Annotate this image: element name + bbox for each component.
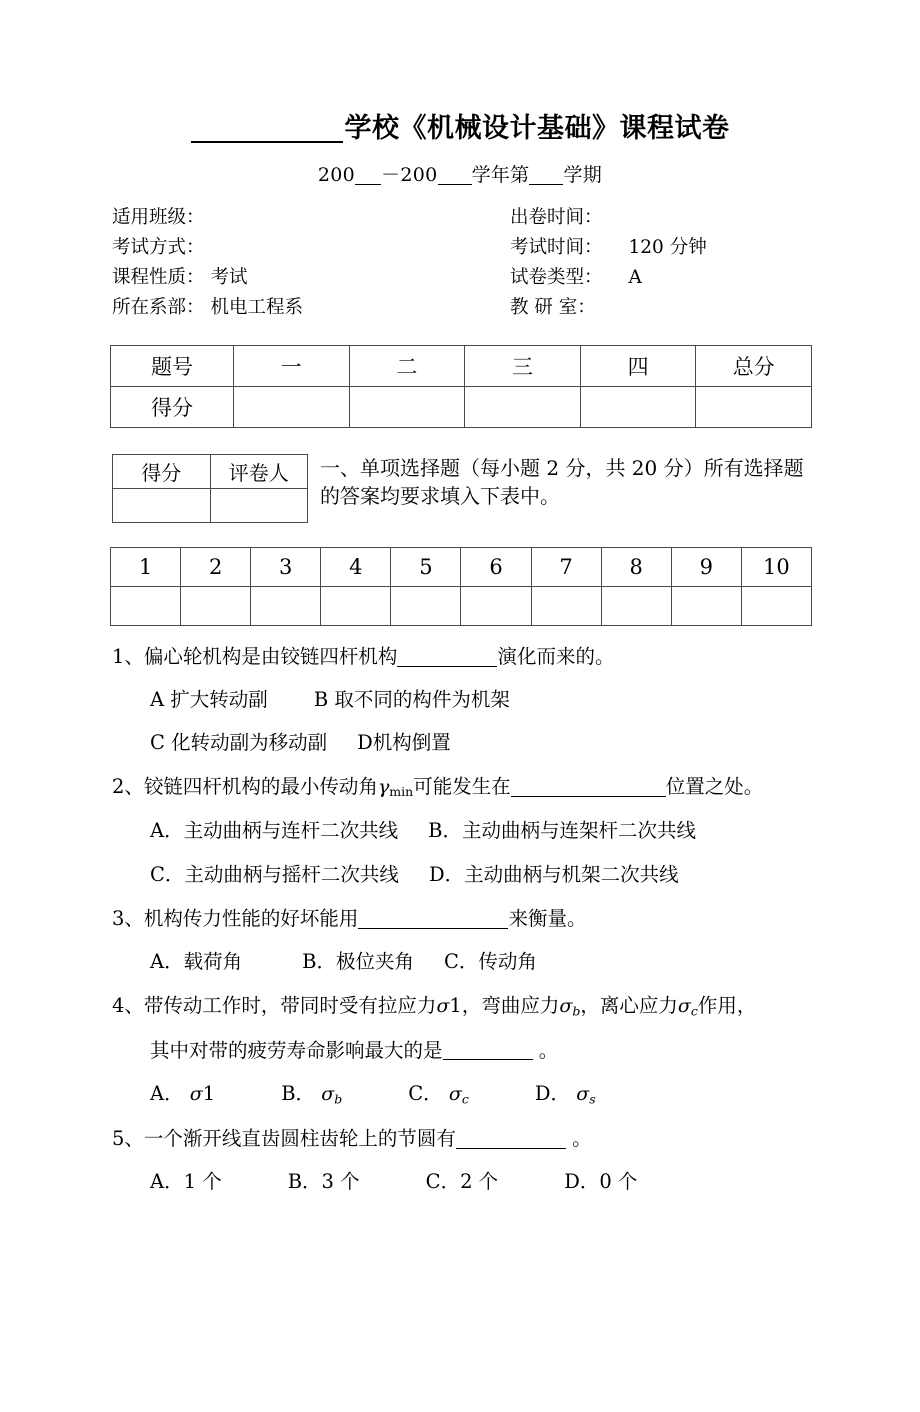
score-header-q1: 一 — [234, 345, 350, 386]
meta-label-class: 适用班级： — [112, 206, 205, 228]
question-4-cont-a: 其中对带的疲劳寿命影响最大的是 — [150, 1038, 443, 1062]
option-text: 3 个 — [321, 1170, 360, 1194]
question-5-stem — [112, 1124, 824, 1153]
option-letter: A — [150, 687, 165, 711]
term-suffix: 学期 — [563, 163, 603, 186]
question-4-blank[interactable] — [443, 1040, 533, 1060]
meta-value-department: 机电工程系 — [210, 296, 304, 318]
option-letter: A． — [150, 950, 184, 973]
question-3-stem — [112, 904, 824, 933]
sigma-subscript: b — [334, 1091, 343, 1107]
sigma-1-suffix: 1， — [449, 994, 482, 1018]
section-one-heading-line2: 的答案均要求填入下表中。 — [320, 484, 560, 509]
table-row — [113, 454, 308, 488]
table-row — [111, 586, 812, 625]
meta-value-paper-type: A — [628, 266, 642, 288]
score-cell-q3[interactable] — [465, 386, 581, 427]
question-1-option-a[interactable] — [150, 685, 268, 714]
gamma-symbol: γ — [377, 776, 390, 799]
question-1-stem — [112, 642, 824, 671]
grader-header-score: 得分 — [113, 454, 211, 488]
question-4-option-a[interactable] — [150, 1079, 215, 1109]
answer-number-1: 1 — [111, 547, 181, 586]
question-1-blank[interactable] — [397, 646, 497, 666]
question-2-option-b[interactable] — [428, 816, 696, 845]
option-letter: C — [150, 731, 165, 755]
school-name-blank — [191, 113, 343, 143]
question-4-stem-b: 弯曲应力 — [481, 994, 560, 1018]
meta-label-duration: 考试时间： — [510, 236, 603, 258]
question-3-option-b[interactable] — [302, 947, 414, 976]
section-one-header-block — [0, 454, 920, 523]
section-one-heading — [320, 454, 804, 511]
answer-number-8: 8 — [601, 547, 671, 586]
page-title-text: 学校《机械设计基础》课程试卷 — [344, 113, 730, 144]
answer-table-wrapper — [0, 547, 920, 626]
sigma-symbol: σ — [448, 1082, 462, 1105]
option-text: 化转动副为移动副 — [171, 731, 328, 755]
question-2-option-a[interactable] — [150, 816, 398, 845]
option-text: 主动曲柄与连杆二次共线 — [183, 819, 399, 843]
question-2-stem-a: 铰链四杆机构的最小传动角 — [143, 775, 378, 799]
option-letter: D． — [428, 862, 465, 886]
option-letter: A． — [150, 819, 184, 843]
question-3-blank[interactable] — [358, 909, 508, 929]
question-4-stem-a: 带传动工作时，带同时受有拉应力 — [143, 994, 437, 1018]
question-4-options-row-1 — [112, 1079, 824, 1109]
meta-row — [112, 263, 810, 293]
question-4 — [112, 991, 824, 1109]
grader-cell-score[interactable] — [113, 488, 211, 522]
option-text: 1 个 — [183, 1170, 222, 1194]
question-2-option-d[interactable] — [429, 860, 679, 889]
option-letter: B． — [281, 1081, 316, 1105]
score-table-wrapper — [0, 345, 920, 428]
option-text: 主动曲柄与机架二次共线 — [464, 862, 679, 886]
answer-number-2: 2 — [181, 547, 251, 586]
table-row — [111, 345, 812, 386]
meta-left-cell — [112, 233, 510, 263]
question-5-option-d[interactable] — [564, 1167, 637, 1196]
meta-right-cell — [510, 233, 810, 263]
option-letter: C． — [150, 862, 185, 886]
answer-cell-6[interactable] — [461, 586, 531, 625]
score-cell-q4[interactable] — [580, 386, 696, 427]
option-letter: C． — [443, 950, 479, 973]
meta-label-paper-type: 试卷类型： — [510, 266, 603, 288]
question-4-option-c[interactable] — [408, 1079, 469, 1109]
gamma-subscript: min — [389, 784, 414, 800]
answer-cell-10[interactable] — [741, 586, 811, 625]
question-1-number: 1、 — [112, 644, 144, 668]
answer-number-5: 5 — [391, 547, 461, 586]
answer-cell-7[interactable] — [531, 586, 601, 625]
question-2-options-row-1 — [112, 816, 824, 845]
question-4-cont-b: 。 — [538, 1038, 559, 1062]
option-text: 0 个 — [599, 1170, 638, 1194]
meta-right-cell — [510, 263, 810, 293]
score-row-label: 得分 — [111, 386, 234, 427]
score-header-q2: 二 — [349, 345, 465, 386]
question-4-stem-cont — [112, 1036, 824, 1065]
answer-cell-2[interactable] — [181, 586, 251, 625]
option-letter: A． — [150, 1170, 184, 1194]
question-4-number: 4、 — [112, 994, 144, 1018]
question-2-stem-c: 位置之处。 — [665, 775, 764, 799]
sigma-symbol: σ — [189, 1082, 203, 1105]
question-5-blank[interactable] — [456, 1129, 566, 1149]
score-cell-q1[interactable] — [234, 386, 350, 427]
term-semester-blank — [529, 166, 563, 185]
question-5-number: 5、 — [112, 1127, 144, 1150]
question-5-stem-a: 一个渐开线直齿圆柱齿轮上的节圆有 — [143, 1127, 456, 1150]
grader-cell-marker[interactable] — [210, 488, 308, 522]
question-2-stem-b: 可能发生在 — [413, 775, 511, 799]
question-5-option-a[interactable] — [150, 1167, 222, 1196]
term-prefix: 200 — [317, 163, 356, 186]
question-1-options-row-1 — [112, 685, 824, 714]
answer-number-9: 9 — [671, 547, 741, 586]
table-row — [111, 386, 812, 427]
questions-list — [0, 642, 920, 1197]
option-text: 扩大转动副 — [170, 687, 268, 711]
score-cell-q2[interactable] — [349, 386, 465, 427]
exam-meta-block — [0, 203, 920, 323]
option-letter: B — [313, 687, 329, 711]
option-text: 主动曲柄与连架杆二次共线 — [461, 819, 696, 843]
option-text: 传动角 — [478, 950, 537, 973]
meta-label-department: 所在系部： — [112, 296, 205, 318]
option-text: 极位夹角 — [335, 950, 414, 973]
question-4-stem — [112, 991, 824, 1021]
answer-cell-9[interactable] — [671, 586, 741, 625]
question-3-number: 3、 — [112, 906, 144, 930]
score-header-label: 题号 — [111, 345, 234, 386]
option-text: 2 个 — [460, 1170, 499, 1194]
question-1-options-row-2 — [112, 728, 824, 757]
option-letter: B． — [302, 950, 336, 973]
question-2 — [112, 772, 824, 888]
meta-row — [112, 233, 810, 263]
question-1-stem-b: 演化而来的。 — [497, 644, 615, 668]
question-3 — [112, 904, 824, 977]
option-letter: B． — [287, 1170, 322, 1194]
meta-value-course-type: 考试 — [210, 266, 248, 288]
option-letter: C． — [425, 1170, 461, 1194]
section-one-heading-line1: 一、单项选择题（每小题 2 分，共 20 分）所有选择题 — [320, 455, 804, 480]
question-4-stem-c: ，离心应力 — [580, 994, 678, 1018]
sigma-symbol-c: σ — [677, 995, 691, 1018]
meta-label-course-type: 课程性质： — [112, 266, 205, 288]
term-year-label: 学年第 — [471, 163, 530, 186]
term-year-blank-2 — [438, 166, 472, 185]
answer-number-6: 6 — [461, 547, 531, 586]
sigma-suffix: 1 — [202, 1081, 216, 1105]
score-header-q3: 三 — [465, 345, 581, 386]
option-letter: A． — [150, 1081, 184, 1105]
question-2-number: 2、 — [112, 775, 144, 799]
sigma-subscript: c — [461, 1091, 469, 1107]
term-mid: 200 — [400, 163, 438, 186]
answer-cell-3[interactable] — [251, 586, 321, 625]
question-3-option-a[interactable] — [150, 947, 242, 976]
question-2-options-row-2 — [112, 860, 824, 889]
answer-cell-1[interactable] — [111, 586, 181, 625]
exam-paper-page — [0, 112, 920, 1412]
question-3-stem-a: 机构传力性能的好坏能用 — [143, 906, 359, 930]
term-dash: － — [381, 163, 401, 186]
sigma-symbol: σ — [576, 1082, 590, 1105]
grader-header-marker: 评卷人 — [210, 454, 308, 488]
question-2-blank[interactable] — [511, 777, 666, 797]
meta-left-cell — [112, 203, 510, 233]
answer-number-10: 10 — [741, 547, 811, 586]
option-letter: B． — [428, 819, 462, 843]
option-letter: D． — [534, 1081, 571, 1105]
question-5 — [112, 1124, 824, 1197]
meta-right-cell — [510, 293, 810, 323]
option-letter: D． — [564, 1170, 600, 1194]
answer-cell-8[interactable] — [601, 586, 671, 625]
question-4-stem-d: 作用， — [697, 994, 757, 1018]
meta-left-cell — [112, 263, 510, 293]
question-3-option-c[interactable] — [444, 947, 537, 976]
answer-cell-4[interactable] — [321, 586, 391, 625]
answer-number-7: 7 — [531, 547, 601, 586]
sigma-symbol-b: σ — [559, 995, 573, 1018]
meta-right-cell — [510, 203, 810, 233]
sigma-symbol-1: σ — [436, 995, 450, 1018]
option-text: 机构倒置 — [372, 731, 451, 755]
question-1-option-c[interactable] — [150, 728, 327, 757]
sigma-symbol: σ — [321, 1082, 335, 1105]
question-1-option-b[interactable] — [314, 685, 510, 714]
answer-grid-table — [110, 547, 812, 626]
answer-cell-5[interactable] — [391, 586, 461, 625]
answer-number-3: 3 — [251, 547, 321, 586]
meta-label-issue-date: 出卷时间： — [510, 206, 603, 228]
option-letter: D — [357, 731, 373, 755]
question-1-stem-a: 偏心轮机构是由铰链四杆机构 — [143, 644, 398, 668]
option-text: 载荷角 — [183, 950, 243, 973]
question-1-option-d[interactable] — [357, 728, 451, 757]
question-2-stem — [112, 772, 824, 802]
page-title — [0, 112, 920, 146]
table-row — [113, 488, 308, 522]
question-3-options-row-1 — [112, 947, 824, 976]
meta-label-teaching-office: 教 研 室： — [510, 296, 596, 318]
option-text: 取不同的构件为机架 — [334, 687, 510, 711]
score-summary-table — [110, 345, 812, 428]
question-5-stem-b: 。 — [572, 1127, 592, 1150]
sigma-subscript: s — [589, 1091, 596, 1107]
question-4-option-d[interactable] — [535, 1079, 596, 1109]
score-header-q4: 四 — [580, 345, 696, 386]
grader-box-table — [112, 454, 308, 523]
meta-row — [112, 203, 810, 233]
answer-number-4: 4 — [321, 547, 391, 586]
question-1 — [112, 642, 824, 758]
question-5-option-c[interactable] — [426, 1167, 499, 1196]
table-row — [111, 547, 812, 586]
meta-row — [112, 293, 810, 323]
question-5-option-b[interactable] — [288, 1167, 360, 1196]
meta-value-duration: 120 分钟 — [628, 236, 707, 258]
option-text: 主动曲柄与摇杆二次共线 — [184, 862, 399, 886]
option-letter: C． — [408, 1081, 443, 1105]
meta-label-exam-mode: 考试方式： — [112, 236, 205, 258]
sigma-c-subscript: c — [690, 1003, 698, 1019]
question-3-stem-b: 来衡量。 — [508, 906, 587, 930]
question-4-option-b[interactable] — [281, 1079, 342, 1109]
sigma-b-subscript: b — [572, 1003, 581, 1019]
meta-left-cell — [112, 293, 510, 323]
term-year-blank-1 — [355, 166, 381, 185]
term-line — [0, 160, 920, 187]
score-header-total: 总分 — [696, 345, 812, 386]
score-cell-total[interactable] — [696, 386, 812, 427]
question-2-option-c[interactable] — [150, 860, 399, 889]
question-5-options-row-1 — [112, 1167, 824, 1196]
